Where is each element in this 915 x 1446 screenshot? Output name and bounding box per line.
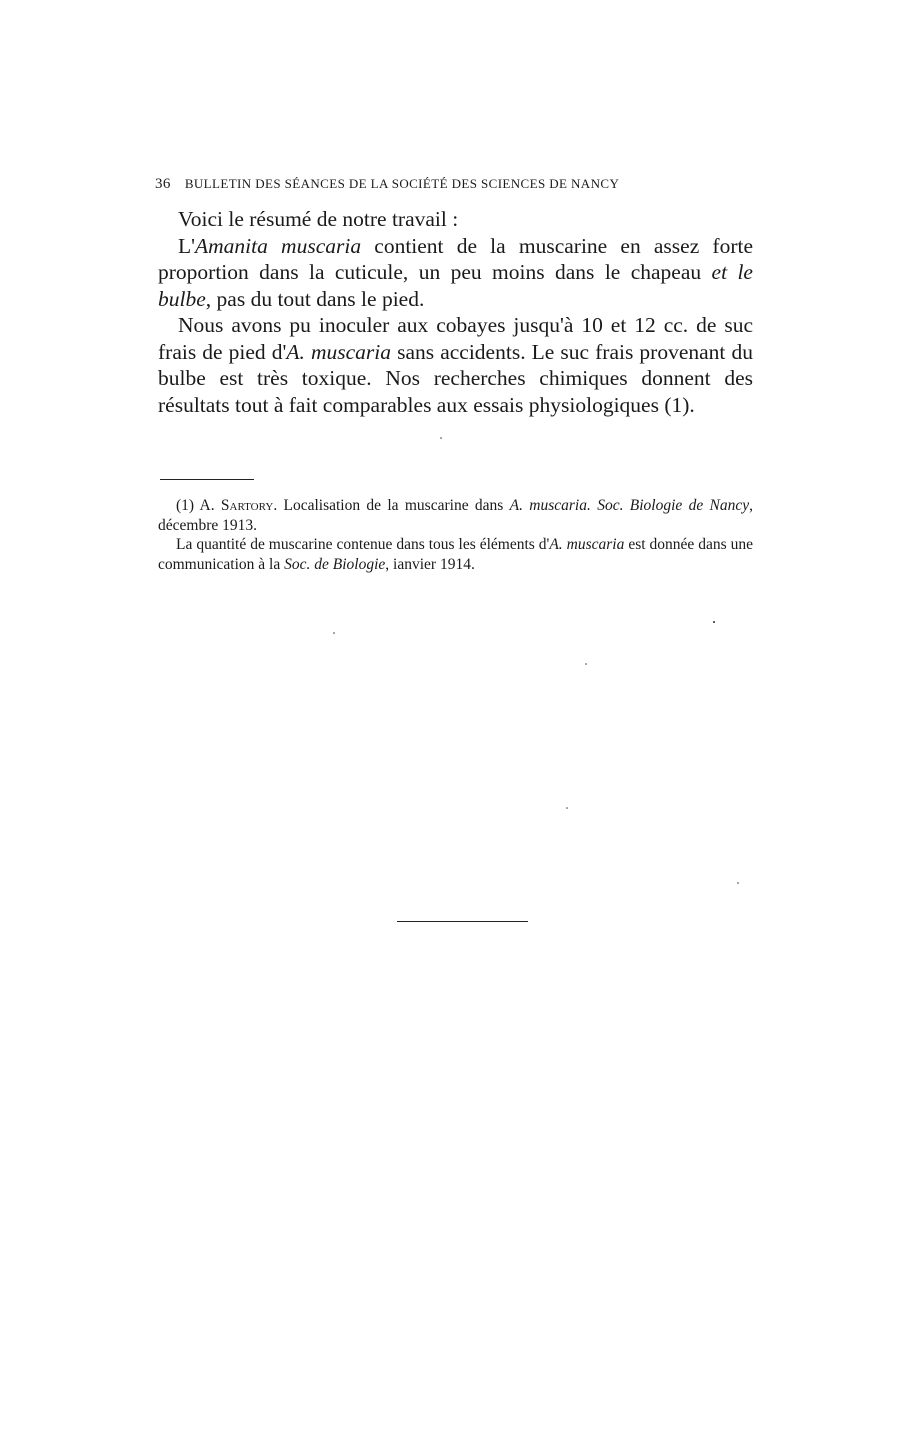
- footnote-2: [158, 535, 753, 574]
- paragraph-2-text-a: L': [178, 233, 196, 258]
- running-title: BULLETIN DES SÉANCES DE LA SOCIÉTÉ DES SCIENCES DE NANCY: [184, 176, 620, 191]
- footnote-2-species: A. muscaria: [549, 536, 625, 553]
- end-of-article-rule: [397, 921, 528, 922]
- footnote-1-text-c: , décembre 1913.: [158, 497, 754, 534]
- paragraph-2-text-b: contient de la muscarine en assez forte proportion dans la cuticule, un peu moins dans le chapeau: [158, 233, 754, 284]
- scan-speck: [585, 663, 587, 665]
- footnote-1-species: A. muscaria.: [509, 497, 591, 514]
- footnote-2-journal: Soc. de Biologie: [284, 555, 386, 573]
- paragraph-3-text-b: sans accidents. Le suc frais provenant du bulbe est très toxique. Nos recherches chimiques donnent des résultats tout à fait comparables aux essais physiologiques (1).: [158, 339, 753, 417]
- species-name-italic: Amanita muscaria: [195, 233, 362, 258]
- scan-speck: [333, 632, 335, 634]
- species-name-italic: A. muscaria: [286, 339, 392, 364]
- scan-speck: [440, 437, 442, 439]
- footnote-1-text-b: . Localisation de la muscarine dans: [273, 497, 510, 514]
- body-text: [158, 206, 753, 418]
- paragraph-2-text-c: , pas du tout dans le pied.: [205, 286, 425, 311]
- footnotes: [158, 496, 753, 574]
- footnote-author: Sartory: [220, 497, 274, 514]
- scan-speck: [566, 807, 568, 809]
- footnote-1: [158, 496, 753, 535]
- footnote-1-text-a: (1) A.: [176, 497, 221, 514]
- scan-speck: [737, 882, 739, 884]
- footnote-1-journal: Soc. Biologie de Nancy: [597, 497, 750, 514]
- paragraph-3: [158, 312, 753, 418]
- italic-phrase: et le bulbe: [158, 260, 753, 311]
- paragraph-3-text-a: Nous avons pu inoculer aux cobayes jusqu'à 10 et 12 cc. de suc frais de pied d': [158, 313, 753, 364]
- paragraph-1-text: Voici le résumé de notre travail :: [178, 207, 459, 231]
- running-header: [155, 176, 755, 193]
- footnote-2-text-b: est donnée dans une communication à la: [158, 536, 753, 573]
- footnote-2-text-c: , ianvier 1914.: [385, 555, 475, 573]
- paragraph-1: [158, 206, 753, 233]
- scan-speck: [713, 621, 715, 623]
- footnote-2-text-a: La quantité de muscarine contenue dans tous les éléments d': [176, 536, 550, 553]
- paragraph-2: [158, 233, 753, 313]
- page-number: 36: [155, 176, 171, 192]
- footnote-separator-rule: [160, 479, 254, 480]
